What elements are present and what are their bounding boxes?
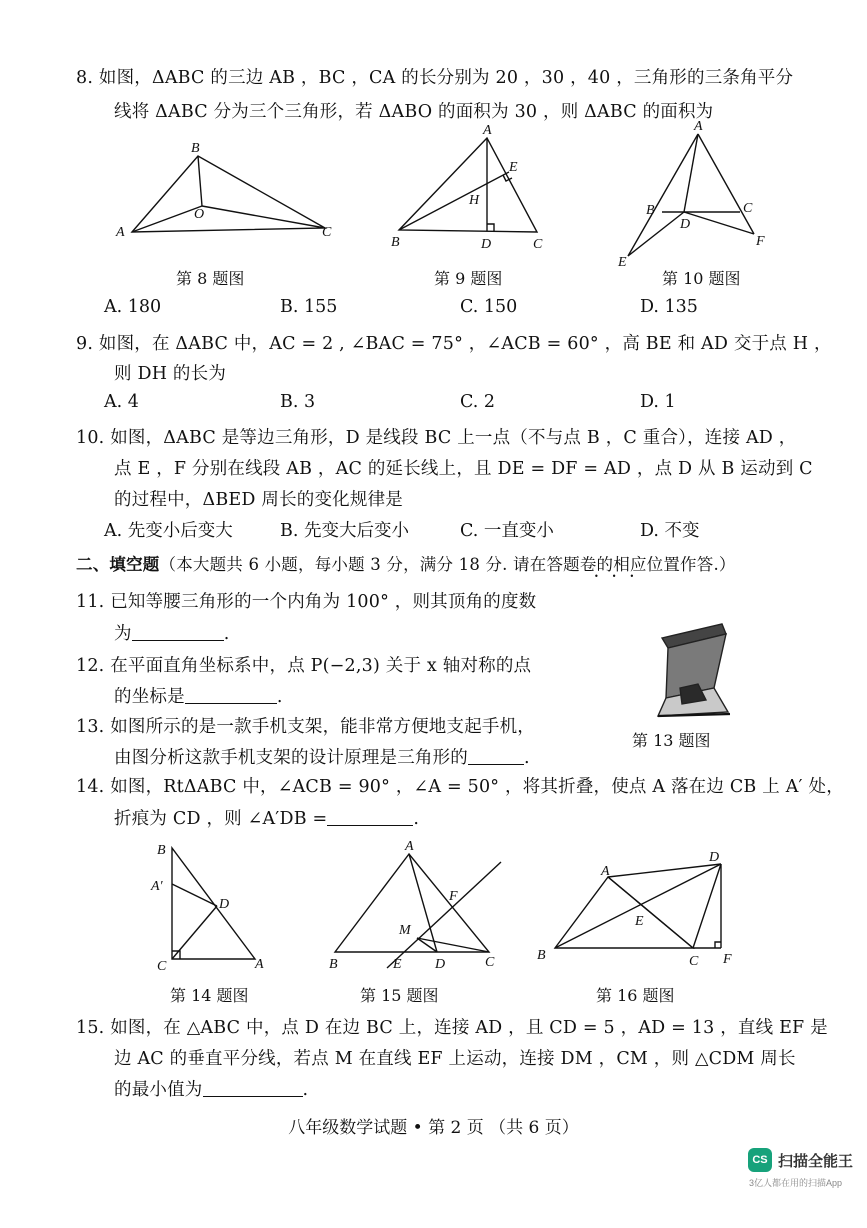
fig10-label-b: B (646, 203, 655, 218)
fig13-caption: 第 13 题图 (632, 731, 711, 750)
q14-number: 14. (76, 777, 105, 797)
q12-text-2: 的坐标是 (114, 687, 185, 707)
q8-option-a: A. 180 (104, 297, 162, 317)
q8-option-c: C. 150 (460, 297, 518, 317)
q8-line1 (76, 64, 793, 89)
q10-option-a: A. 先变小后变大 (104, 521, 233, 541)
fig14-label-c: C (157, 959, 167, 974)
q9-line2: 则 DH 的长为 (114, 364, 227, 384)
q11-end: . (223, 624, 230, 644)
q14-end: . (413, 809, 420, 829)
fig16-segment-bd (555, 864, 721, 948)
q15-line2: 边 AC 的垂直平分线，若点 M 在直线 EF 上运动，连接 DM ，CM ，则 △CDM 周长 (114, 1049, 796, 1069)
q10-text-1: 如图，ΔABC 是等边三角形，D 是线段 BC 上一点（不与点 B ，C 重合），连接 AD ， (110, 428, 797, 448)
fig15-caption: 第 15 题图 (360, 986, 439, 1005)
q14-text-2: 折痕为 CD ，则 ∠A′DB = (114, 809, 328, 829)
q15-end: . (302, 1080, 309, 1100)
figure-15 (325, 838, 510, 978)
q13-answer-blank (468, 746, 524, 765)
q12-line2 (114, 683, 283, 708)
q11-answer-blank (132, 622, 224, 641)
fig14-caption: 第 14 题图 (170, 986, 249, 1005)
q10-line1 (76, 424, 797, 449)
fig8-label-a: A (116, 225, 125, 240)
q10-line3: 的过程中，ΔBED 周长的变化规律是 (114, 490, 403, 510)
q11-text-1: 已知等腰三角形的一个内角为 100° ，则其顶角的度数 (110, 592, 537, 612)
fig16-label-d: D (709, 850, 720, 865)
q15-text-3: 的最小值为 (114, 1080, 203, 1100)
q10-option-b: B. 先变大后变小 (280, 521, 409, 541)
fig9-label-h: H (469, 193, 480, 208)
fig15-segment-ad (409, 854, 437, 952)
fig14-label-d: D (219, 897, 230, 912)
fig15-label-b: B (329, 957, 338, 972)
fig8-label-b: B (191, 141, 200, 156)
q11-line1 (76, 588, 536, 613)
q15-number: 15. (76, 1018, 105, 1038)
fig16-segment-ac (608, 877, 693, 948)
q8-option-b: B. 155 (280, 297, 338, 317)
fig9-label-b: B (391, 235, 400, 250)
fig9-label-c: C (533, 237, 543, 252)
fig10-label-e: E (618, 255, 627, 270)
fig9-triangle (399, 138, 537, 232)
fig15-label-a: A (405, 839, 414, 854)
fig9-label-e: E (509, 160, 518, 175)
fig15-label-c: C (485, 955, 495, 970)
scanner-badge-title: 扫描全能王 (778, 1152, 854, 1170)
fig15-triangle (335, 854, 489, 952)
q12-number: 12. (76, 656, 105, 676)
scanner-badge-subtitle: 3亿人都在用的扫描App (749, 1178, 843, 1188)
fig15-label-e: E (393, 957, 402, 972)
figure-14 (145, 838, 285, 978)
q11-text-2: 为 (114, 624, 132, 644)
q9-option-c: C. 2 (460, 392, 496, 412)
fig14-segment-a1d (172, 884, 217, 906)
q14-line2 (114, 805, 419, 830)
q10-option-c: C. 一直变小 (460, 521, 554, 541)
q8-number: 8. (76, 68, 94, 88)
fig16-label-b: B (537, 948, 546, 963)
section2-heading: 二、填空题 (76, 555, 160, 574)
figure-8 (100, 140, 350, 250)
fig9-label-d: D (481, 237, 492, 252)
fig10-label-f: F (756, 234, 765, 249)
q15-line1 (76, 1014, 828, 1039)
fig14-label-a: A (255, 957, 264, 972)
q8-option-d: D. 135 (640, 297, 698, 317)
fig10-label-a: A (694, 119, 703, 134)
q15-line3 (114, 1076, 308, 1101)
fig16-label-e: E (635, 914, 644, 929)
q13-end: . (524, 748, 530, 768)
page-footer: 八年级数学试题 • 第 2 页 （共 6 页） (288, 1118, 579, 1138)
fig16-label-a: A (601, 864, 610, 879)
fig16-caption: 第 16 题图 (596, 986, 675, 1005)
emphasis-dots: ••• (594, 572, 648, 581)
fig8-caption: 第 8 题图 (176, 269, 245, 288)
fig14-label-a1: A′ (151, 879, 163, 894)
figure-10 (612, 120, 782, 270)
q10-line2: 点 E ，F 分别在线段 AB ，AC 的延长线上，且 DE = DF = AD ，点 D 从 B 运动到 C (114, 459, 813, 479)
figure-9 (385, 122, 555, 257)
q15-answer-blank (203, 1078, 303, 1097)
fig15-label-f: F (449, 889, 458, 904)
fig10-label-c: C (743, 201, 753, 216)
fig10-line-de (628, 212, 684, 256)
q10-number: 10. (76, 428, 105, 448)
q14-answer-blank (327, 807, 413, 826)
q13-text-2: 由图分析这款手机支架的设计原理是三角形的 (114, 748, 468, 768)
q12-text-1: 在平面直角坐标系中，点 P(−2,3) 关于 x 轴对称的点 (110, 656, 532, 676)
fig16-label-c: C (689, 954, 699, 969)
fig16-label-f: F (723, 952, 732, 967)
fig8-label-c: C (322, 225, 332, 240)
q9-option-b: B. 3 (280, 392, 316, 412)
q13-number: 13. (76, 717, 105, 737)
fig14-triangle (172, 848, 255, 959)
fig14-label-b: B (157, 843, 166, 858)
q9-text-1: 如图，在 ΔABC 中，AC = 2 , ∠BAC = 75° ，∠ACB = 60° ，高 BE 和 AD 交于点 H ， (98, 334, 832, 354)
q8-line2: 线将 ΔABC 分为三个三角形，若 ΔABO 的面积为 30 ，则 ΔABC 的面积为 (114, 102, 714, 122)
q12-answer-blank (185, 685, 277, 704)
q13-line2 (114, 744, 530, 769)
q8-text-1: 如图，ΔABC 的三边 AB ，BC ，CA 的长分别为 20 ，30 ，40 ，三角形的三条角平分 (98, 68, 794, 88)
section2-note: （本大题共 6 小题，每小题 3 分，满分 18 分. 请在答题卷的相应位置作答.） (159, 555, 736, 574)
fig8-bisector-b (198, 156, 202, 206)
fig9-right-angle-d (487, 224, 494, 231)
q12-line1 (76, 652, 531, 677)
q14-line1 (76, 773, 844, 798)
q14-text-1: 如图，RtΔABC 中，∠ACB = 90° ，∠A = 50° ，将其折叠，使点 A 落在边 CB 上 A′ 处， (110, 777, 844, 797)
fig9-altitude-be (399, 172, 509, 230)
q10-option-d: D. 不变 (640, 521, 700, 541)
scanner-badge (748, 1148, 853, 1172)
q11-line2 (114, 620, 229, 645)
figure-13-phone-stand (636, 618, 746, 722)
q13-line1 (76, 713, 535, 738)
q13-text-1: 如图所示的是一款手机支架，能非常方便地支起手机， (110, 717, 536, 737)
fig9-caption: 第 9 题图 (434, 269, 503, 288)
fig10-label-d: D (680, 217, 691, 232)
fig8-label-o: O (194, 207, 205, 222)
q15-text-1: 如图，在 △ABC 中，点 D 在边 BC 上，连接 AD ，且 CD = 5 ，AD = 13 ，直线 EF 是 (110, 1018, 828, 1038)
q9-line1 (76, 330, 832, 355)
fig9-label-a: A (483, 123, 492, 138)
fig16-right-angle (715, 942, 721, 948)
q12-end: . (276, 687, 283, 707)
fig10-caption: 第 10 题图 (662, 269, 741, 288)
figure-16 (535, 845, 740, 975)
fig15-label-m: M (399, 923, 411, 938)
q11-number: 11. (76, 592, 105, 612)
q9-option-d: D. 1 (640, 392, 676, 412)
fig16-segment-ad (608, 864, 721, 877)
q9-number: 9. (76, 334, 94, 354)
camscanner-icon: CS (748, 1148, 772, 1172)
q9-option-a: A. 4 (104, 392, 139, 412)
fig15-label-d: D (435, 957, 446, 972)
